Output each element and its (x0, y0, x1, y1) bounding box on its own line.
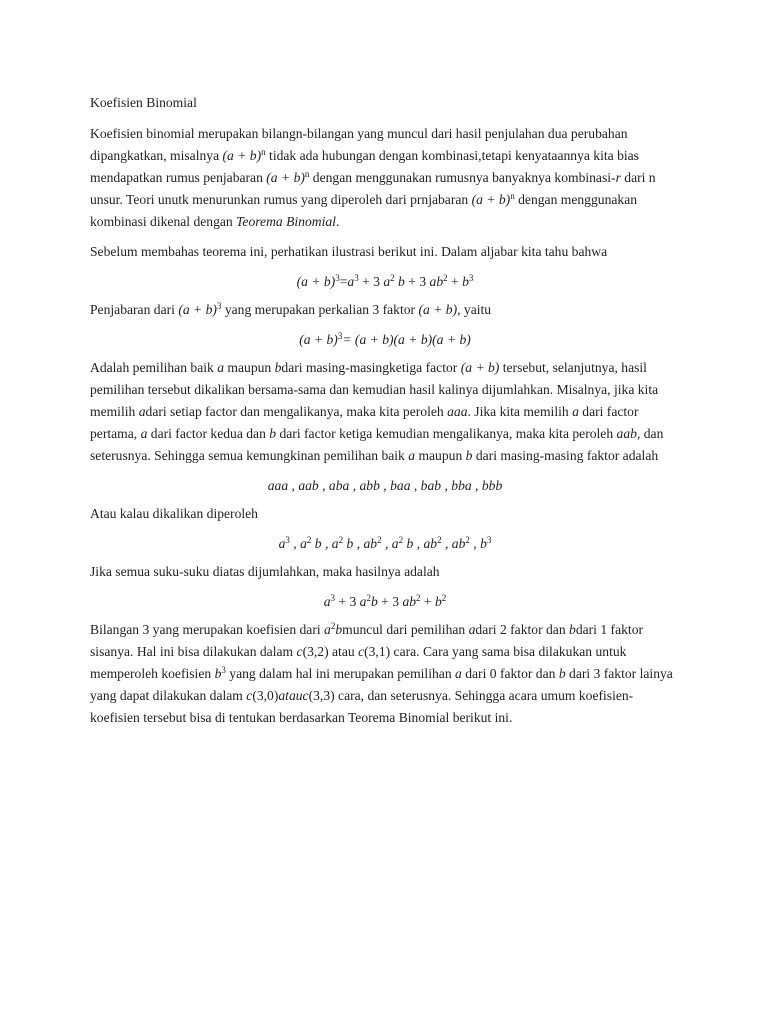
equation-term: $a^3$ (278, 535, 290, 551)
text: . (335, 214, 340, 229)
paragraph-multiplied: Atau kalau dikalikan diperoleh (90, 506, 258, 521)
text: yang merupakan perkalian 3 faktor (221, 302, 419, 317)
paragraph-intro (90, 123, 680, 233)
math-variable: r (615, 170, 621, 185)
paragraph-illustration: Sebelum membahas teorema ini, perhatikan ilustrasi berikut ini. Dalam aljabar kita tahu bahwa (90, 244, 608, 259)
equation-term: $ab^2$ (451, 535, 470, 551)
equation-term: $a^2$ b (391, 535, 414, 551)
equation-term: $ab^2$ (423, 535, 442, 551)
math-expression: (a + b) (418, 302, 458, 317)
document-body (90, 92, 680, 737)
paragraph-expansion (90, 299, 680, 321)
paragraph-coefficient: Bilangan 3 yang merupakan koefisien dari $a^2bmuncul$ dari pemilihan adari 2 faktor dan bdari 1 faktor sisanya. Hal ini bisa dilakukan dalam c(3,2) atau c(3,1) cara. Cara yang sama bisa dilakukan untuk memperoleh koefisien $b^3$ yang dalam hal ini merupakan pemilihan a dari 0 faktor dan b dari 3 faktor lainya yang dapat dilakukan dalam c(3,0)atauc(3,3) cara, dan seterusnya. Sehingga acara umum koefisien-koefisien tersebut bisa di tentukan berdasarkan Teorema Binomial berikut ini. (90, 621, 673, 725)
math-expression: $(a + b)^n$ (222, 147, 266, 163)
equation-expansion: $(a + b)^3=a^3 + 3$ $a^2$ b + 3 $ab^2 + b^3$ (296, 273, 474, 289)
text: Penjabaran dari (90, 302, 179, 317)
equation-term: $b^3$ (480, 535, 492, 551)
text: dari n unsur. Teori unutk menurunkan rumus yang diperoleh dari prnjabaran (90, 170, 656, 207)
paragraph-sum: Jika semua suku-suku diatas dijumlahkan, maka hasilnya adalah (90, 564, 440, 579)
equation-product: $(a + b)^3= (a + b)(a + b)(a + b)$ (299, 331, 471, 347)
equation-term: $a^2$ b (300, 535, 322, 551)
text: , yaitu (457, 302, 492, 317)
equation-term: $a^2$ b (331, 535, 354, 551)
document-title: Koefisien Binomial (90, 95, 197, 110)
text: tidak ada hubungan dengan kombinasi,tetapi kenyataannya kita bias mendapatkan rumus penjabaran (90, 148, 639, 185)
theorem-name: Teorema Binomial (236, 214, 336, 229)
equation-combinations: aaa , aab , aba , abb , baa , bab , bba , bbb (267, 478, 503, 493)
math-expression: $(a + b)^n$ (266, 169, 310, 185)
equation-products-list: $a^3$ , $a^2$ b , $a^2$ b , $ab^2$ , $a^2$ b , $ab^2$ , $ab^2$ , $b^3$ (278, 535, 492, 551)
equation-sum: $a^3 + 3$ $a^2b + 3$ $ab^2 + b^2$ (323, 593, 447, 609)
text: dengan menggunakan kombinasi dikenal dengan (90, 192, 638, 229)
paragraph-selection: Adalah pemilihan baik a maupun bdari masing-masingketiga factor (a + b) tersebut, selanjutnya, hasil pemilihan tersebut dikalikan bersama-sama dan kemudian hasil kalinya dijumlahkan. Misalnya, jika kita memilih adari setiap factor dan mengalikanya, maka kita peroleh aaa. Jika kita memilih a dari factor pertama, a dari factor kedua dan b dari factor ketiga kemudian mengalikanya, maka kita peroleh aab, dan seterusnya. Sehingga semua kemungkinan pemilihan baik a maupun b dari masing-masing faktor adalah (90, 360, 664, 463)
math-expression: $(a + b)^n$ (471, 191, 515, 207)
text: Koefisien binomial merupakan bilangn-bilangan yang muncul dari hasil penjulahan dua perubahan dipangkatkan, misalnya (90, 126, 628, 163)
math-expression: $(a + b)^3$ (178, 301, 222, 317)
equation-term: $ab^2$ (363, 535, 382, 551)
text: dengan menggunakan rumusnya banyaknya kombinasi- (309, 170, 616, 185)
